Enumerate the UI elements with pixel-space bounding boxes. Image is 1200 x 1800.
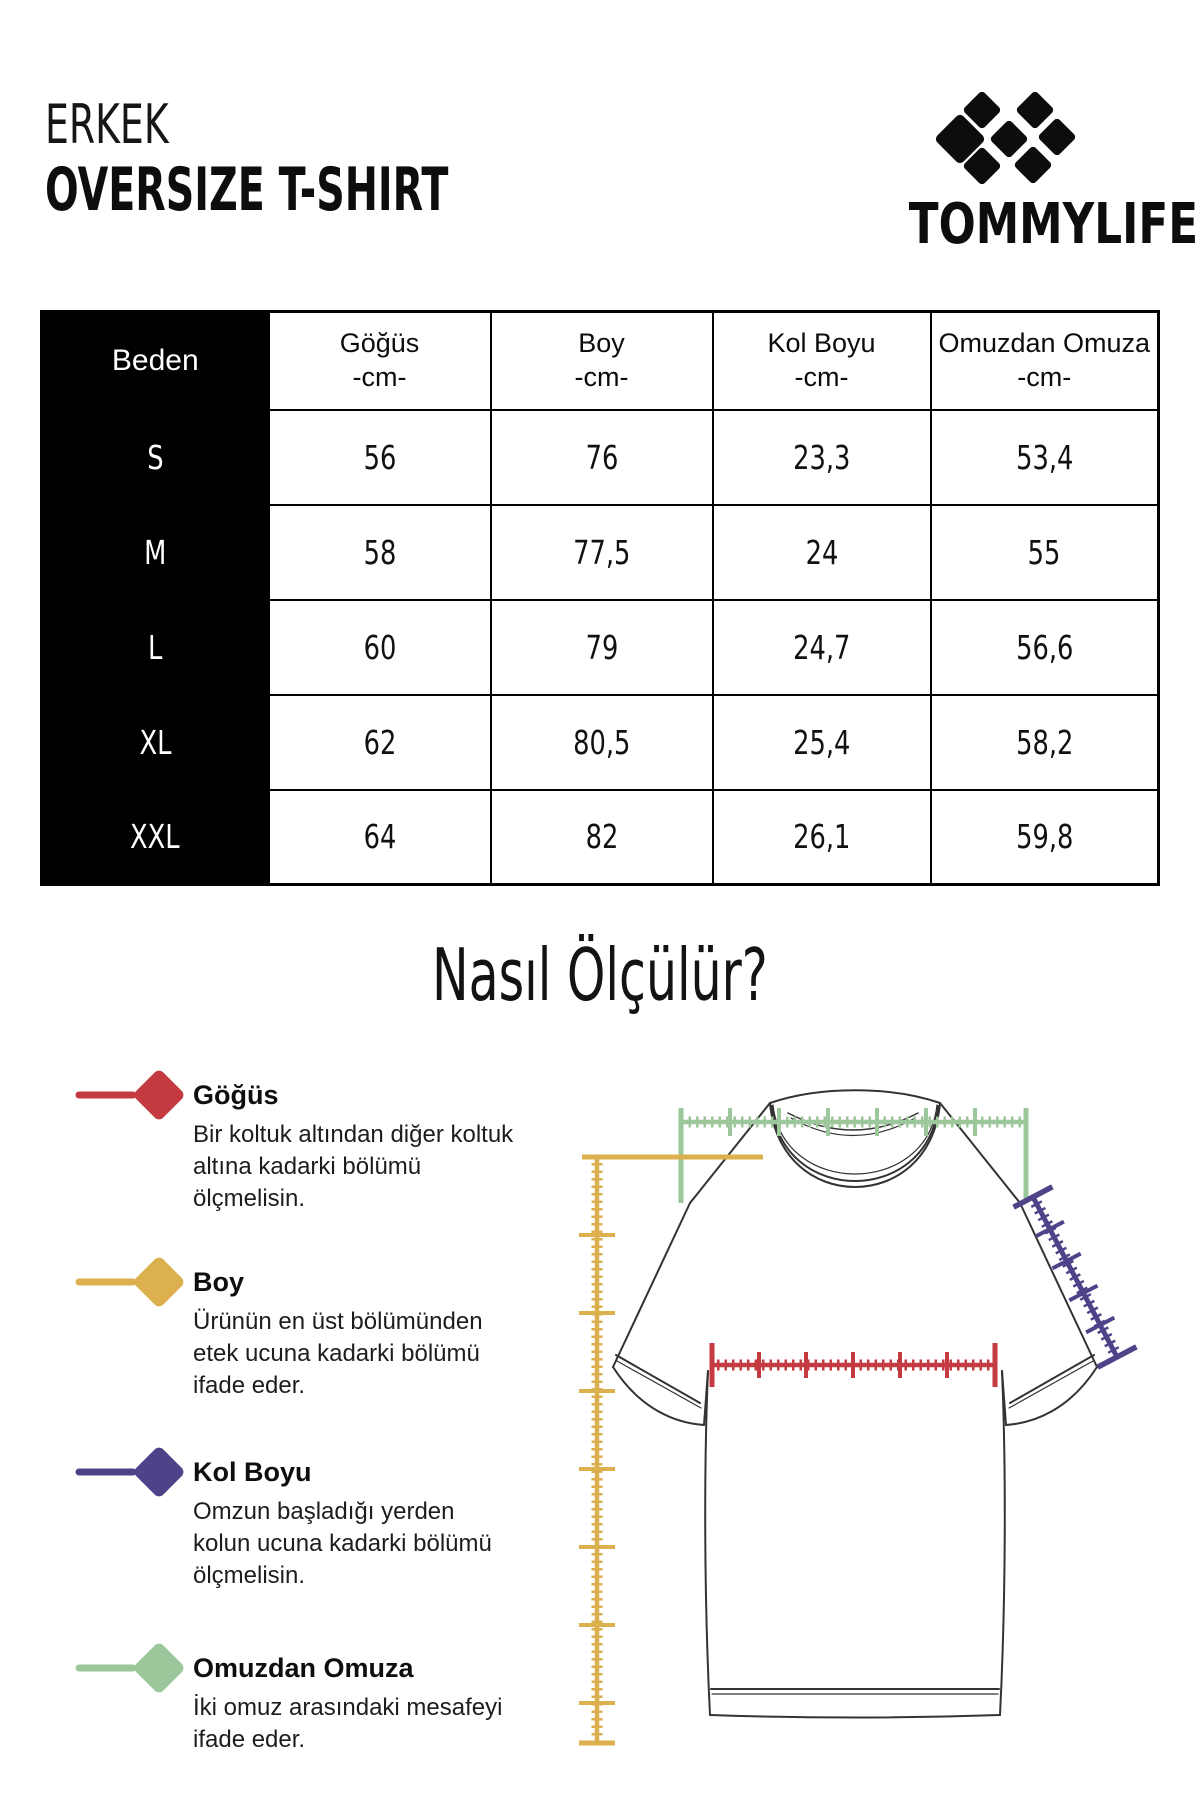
size-cell: S xyxy=(42,410,269,505)
header-sleeve: Kol Boyu -cm- xyxy=(713,312,931,410)
table-row xyxy=(42,790,1159,885)
product-header xyxy=(45,93,656,225)
sleeve-diamond-icon xyxy=(75,1442,187,1502)
legend-title: Omuzdan Omuza xyxy=(193,1653,414,1683)
legend-item-shoulder xyxy=(75,1651,515,1756)
header-length: Boy -cm- xyxy=(491,312,713,410)
chest-cell: 60 xyxy=(269,600,491,695)
legend-description: Omzun başladığı yerden kolun ucuna kadarki bölümü ölçmelisin. xyxy=(193,1498,492,1589)
table-row xyxy=(42,505,1159,600)
shoulder-cell: 59,8 xyxy=(931,790,1159,885)
shoulder-cell: 53,4 xyxy=(931,410,1159,505)
chest-cell: 62 xyxy=(269,695,491,790)
diamonds-logo-icon xyxy=(930,82,1090,190)
chest-ruler xyxy=(712,1343,995,1387)
sleeve-cell: 26,1 xyxy=(713,790,931,885)
chest-cell: 56 xyxy=(269,410,491,505)
table-row xyxy=(42,695,1159,790)
size-cell: M xyxy=(42,505,269,600)
length-cell: 82 xyxy=(491,790,713,885)
table-header-row xyxy=(42,312,1159,410)
brand-wordmark: TOMMYLIFE xyxy=(908,192,1199,257)
shoulder-cell: 55 xyxy=(931,505,1159,600)
sleeve-cell: 25,4 xyxy=(713,695,931,790)
legend-title: Kol Boyu xyxy=(193,1457,312,1487)
legend-description: Bir koltuk altından diğer koltuk altına kadarki bölümü ölçmelisin. xyxy=(193,1121,514,1212)
shoulder-cell: 58,2 xyxy=(931,695,1159,790)
table-row xyxy=(42,600,1159,695)
size-cell: XL xyxy=(42,695,269,790)
legend-item-sleeve xyxy=(75,1455,515,1592)
sleeve-cell: 23,3 xyxy=(713,410,931,505)
length-cell: 77,5 xyxy=(491,505,713,600)
legend-item-length xyxy=(75,1265,515,1402)
length-diamond-icon xyxy=(75,1252,187,1312)
size-table xyxy=(40,310,1160,886)
length-cell: 80,5 xyxy=(491,695,713,790)
legend-title: Göğüs xyxy=(193,1080,279,1110)
length-cell: 76 xyxy=(491,410,713,505)
sleeve-cell: 24,7 xyxy=(713,600,931,695)
chest-cell: 64 xyxy=(269,790,491,885)
sleeve-ruler xyxy=(1014,1187,1137,1367)
length-cell: 79 xyxy=(491,600,713,695)
tshirt-measure-diagram xyxy=(495,1025,1155,1785)
header-shoulder: Omuzdan Omuza -cm- xyxy=(931,312,1159,410)
header-size: Beden xyxy=(42,312,269,410)
size-cell: L xyxy=(42,600,269,695)
legend-description: İki omuz arasındaki mesafeyi ifade eder. xyxy=(193,1694,503,1753)
brand-logo xyxy=(868,82,1199,257)
how-to-measure-title: Nasıl Ölçülür? xyxy=(432,933,768,1017)
shoulder-cell: 56,6 xyxy=(931,600,1159,695)
size-cell: XXL xyxy=(42,790,269,885)
shoulder-diamond-icon xyxy=(75,1638,187,1698)
product-title: OVERSIZE T-SHIRT xyxy=(45,155,449,225)
legend-description: Ürünün en üst bölümünden etek ucuna kadarki bölümü ifade eder. xyxy=(193,1308,483,1399)
chest-cell: 58 xyxy=(269,505,491,600)
header-chest: Göğüs -cm- xyxy=(269,312,491,410)
legend-title: Boy xyxy=(193,1267,245,1297)
sleeve-cell: 24 xyxy=(713,505,931,600)
legend-item-chest xyxy=(75,1078,515,1215)
table-row xyxy=(42,410,1159,505)
chest-diamond-icon xyxy=(75,1065,187,1125)
category-title: ERKEK xyxy=(45,93,169,156)
